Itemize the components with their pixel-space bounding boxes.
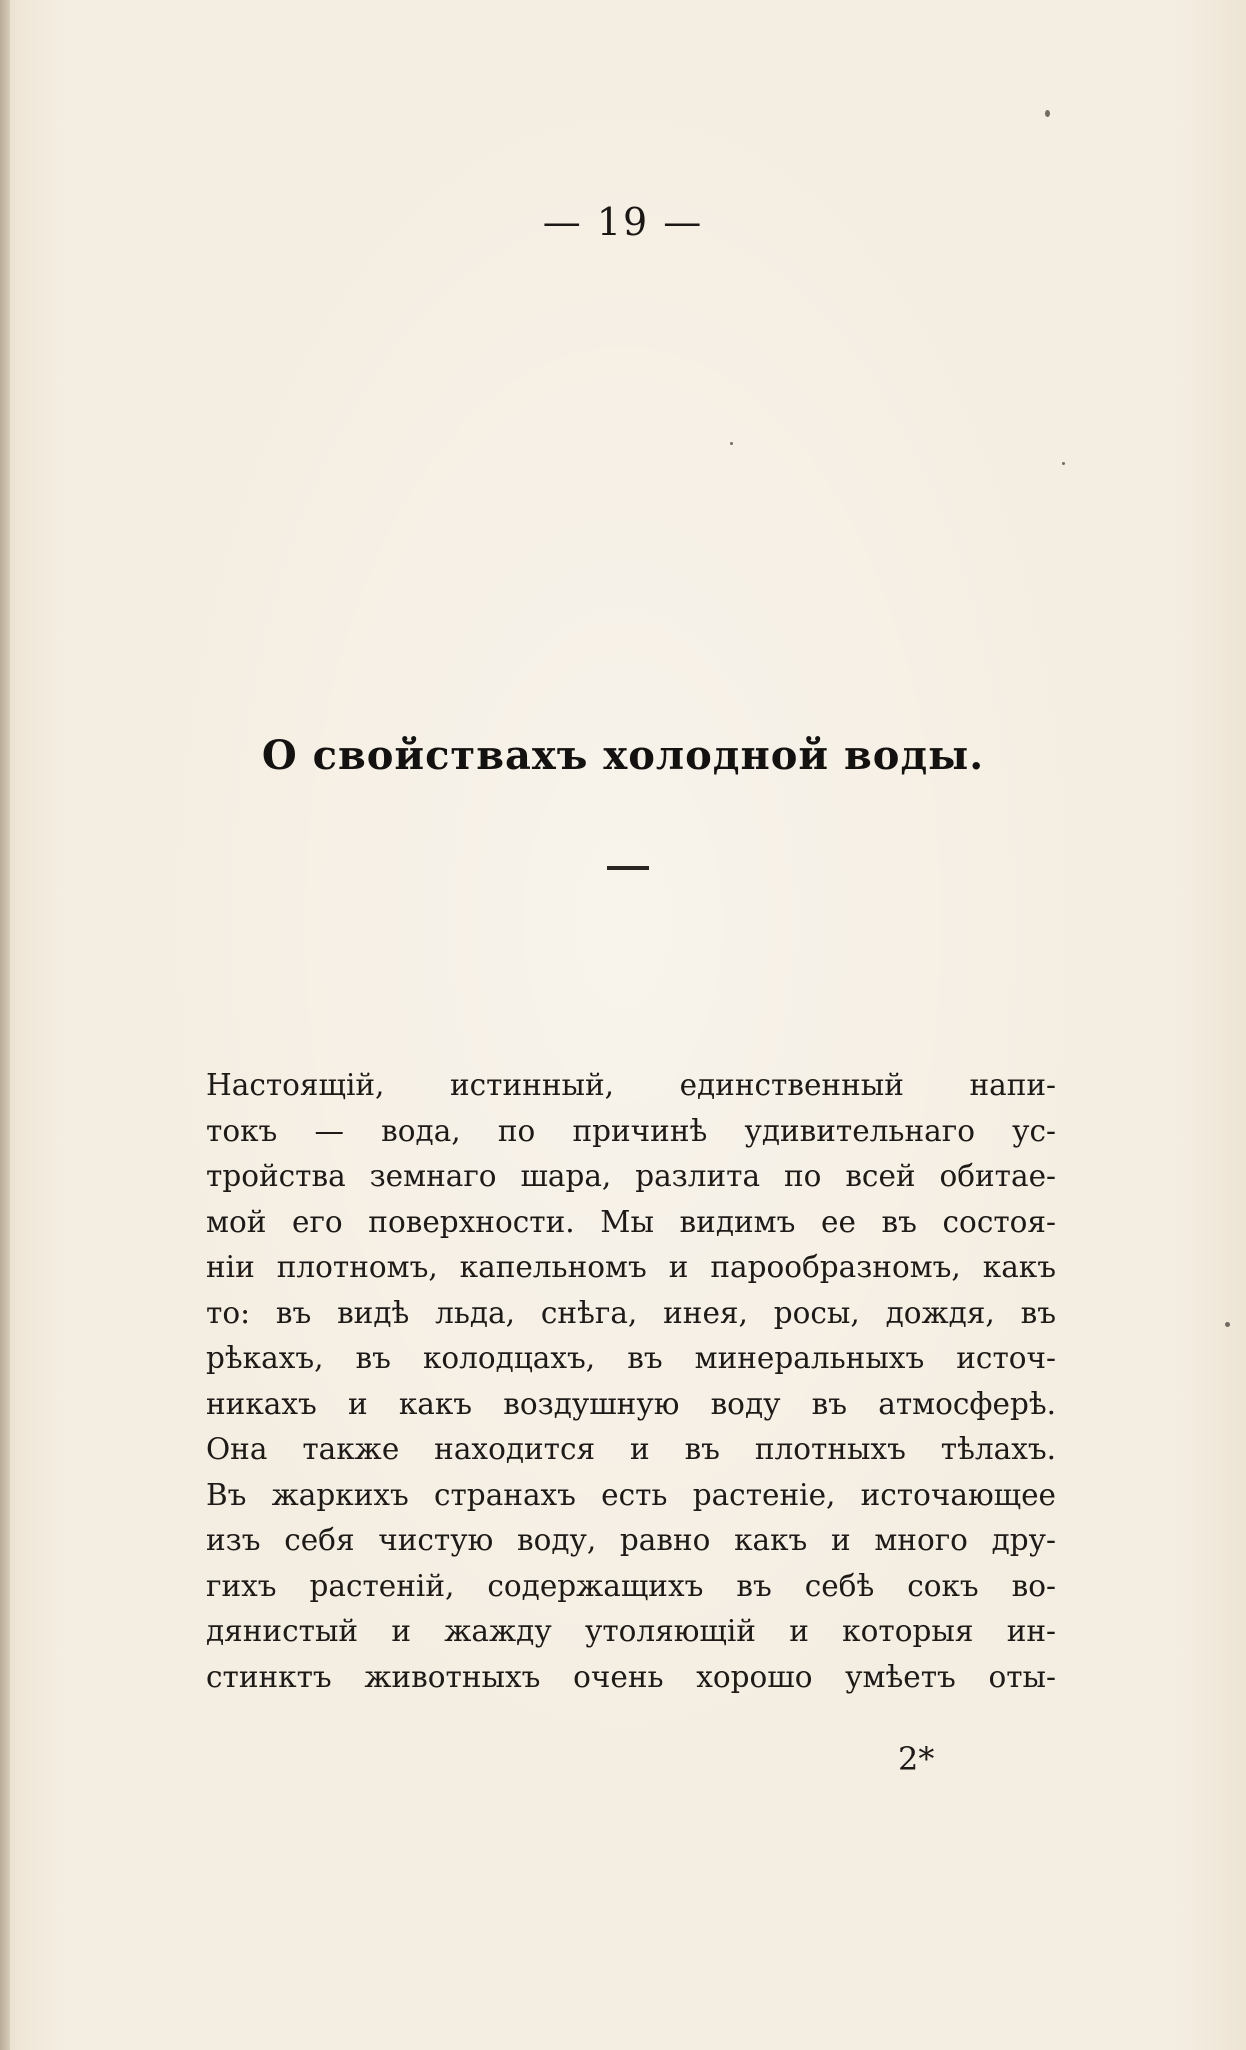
text-line: токъ — вода, по причинѣ удивительнаго ус- (206, 1113, 1056, 1148)
text-line: дянистый и жажду утоляющій и которыя ин- (206, 1614, 1056, 1648)
signature-mark: 2* (898, 1740, 935, 1778)
text-line: никахъ и какъ воздушную воду въ атмосферѣ. (206, 1386, 1056, 1421)
title-divider (607, 866, 649, 870)
text-line: Настоящій, истинный, единственный напи- (206, 1068, 1056, 1102)
text-line: Въ жаркихъ странахъ есть растеніе, источающее (206, 1477, 1056, 1512)
page-number: — 19 — (542, 200, 704, 244)
binding-edge (0, 0, 10, 2050)
body-paragraph (206, 1063, 1056, 1700)
ink-speck (1045, 110, 1050, 117)
text-line: изъ себя чистую воду, равно какъ и много дру- (206, 1523, 1056, 1557)
text-line: стинктъ животныхъ очень хорошо умѣетъ оты- (206, 1659, 1056, 1694)
ink-speck (1225, 1322, 1230, 1327)
ink-speck (730, 442, 733, 445)
text-line: ніи плотномъ, капельномъ и парообразномъ, какъ (206, 1250, 1056, 1284)
text-line: рѣкахъ, въ колодцахъ, въ минеральныхъ источ- (206, 1341, 1056, 1375)
chapter-title: О свойствахъ холодной воды. (261, 732, 985, 779)
ink-speck (1062, 462, 1065, 465)
text-line: тройства земнаго шара, разлита по всей обитае- (206, 1159, 1056, 1193)
text-line: Она также находится и въ плотныхъ тѣлахъ. (206, 1432, 1056, 1466)
text-line: то: въ видѣ льда, снѣга, инея, росы, дождя, въ (206, 1295, 1056, 1330)
text-line: мой его поверхности. Мы видимъ ее въ состоя- (206, 1204, 1056, 1239)
text-line: гихъ растеній, содержащихъ въ себѣ сокъ во- (206, 1568, 1056, 1603)
